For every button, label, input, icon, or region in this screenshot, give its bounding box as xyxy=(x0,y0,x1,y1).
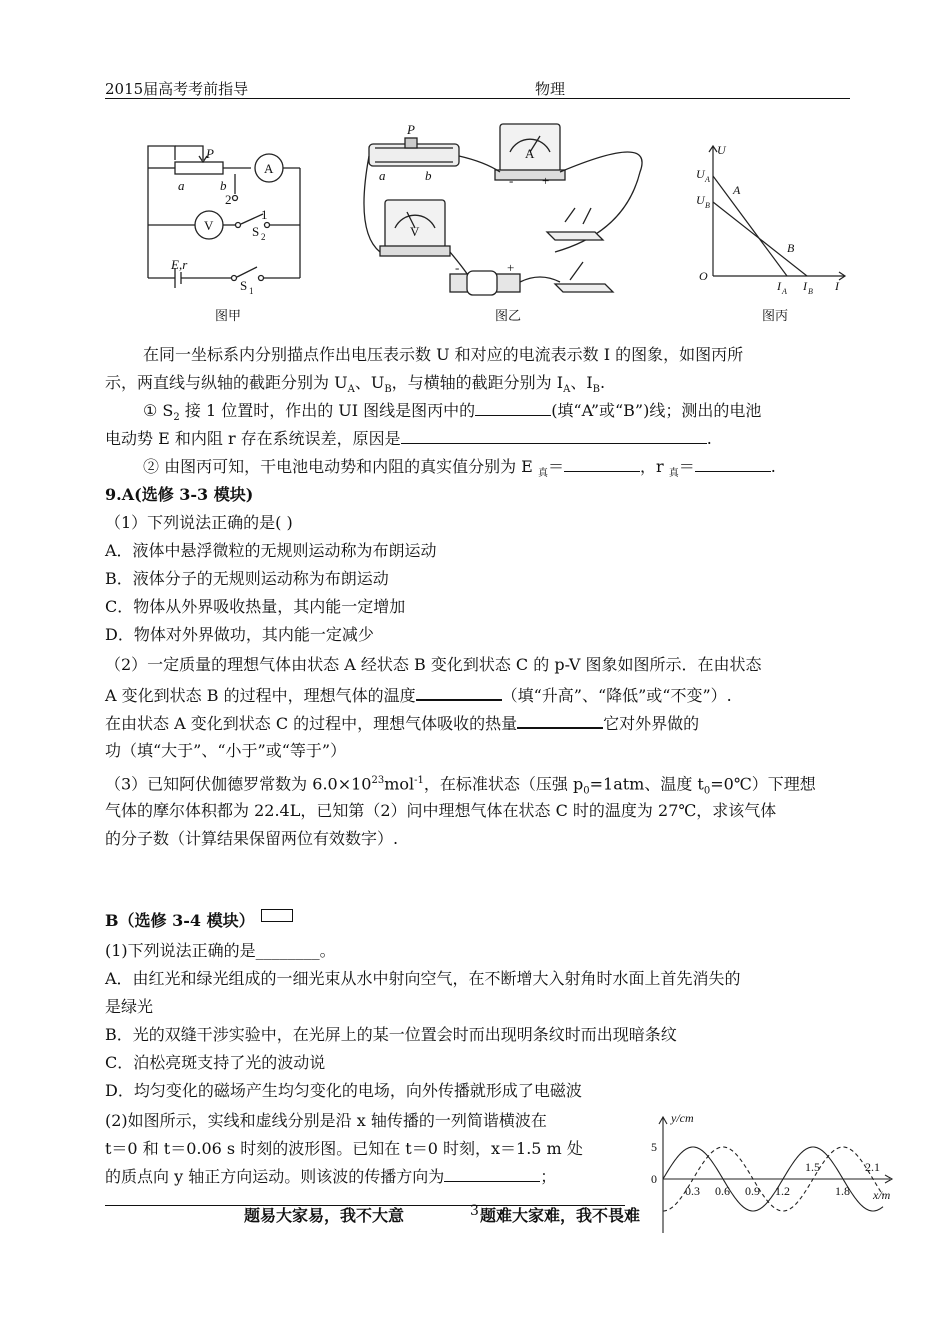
sB-q2-line1: (2)如图所示，实线和虚线分别是沿 x 轴传播的一列简谐横波在 xyxy=(105,1111,547,1130)
bing-axis-I: I xyxy=(835,279,839,293)
x-tick-label: 2.1 xyxy=(865,1160,880,1174)
figure-jia-circuit xyxy=(135,118,315,328)
jia-switch-s1-sub: 1 xyxy=(249,286,254,296)
sB-option-C: C．泊松亮斑支持了光的波动说 xyxy=(105,1053,326,1072)
s9-option-B: B．液体分子的无规则运动称为布朗运动 xyxy=(105,569,389,588)
bing-UA-sub: A xyxy=(705,175,710,184)
yi-label-b: b xyxy=(425,168,432,183)
footer-left: 题易大家易，我不大意 xyxy=(244,1206,405,1225)
x-tick-label: 0.6 xyxy=(715,1184,730,1198)
para-intro-line1: 在同一坐标系内分别描点作出电压表示数 U 和对应的电流表示数 I 的图象，如图丙所 xyxy=(143,345,744,364)
s9-q3-line3: 的分子数（计算结果保留两位有效数字）. xyxy=(105,829,399,848)
sB-q1: (1)下列说法正确的是________。 xyxy=(105,941,336,960)
x-tick-label: 1.8 xyxy=(835,1184,850,1198)
answer-blank-emf[interactable] xyxy=(564,453,640,472)
y-tick-label: 5 xyxy=(651,1140,657,1154)
question-2-line: ② 由图丙可知，干电池电动势和内阻的真实值分别为 E $_真$＝ ，r $_真$＝ . xyxy=(105,453,850,488)
sB-option-A-line2: 是绿光 xyxy=(105,997,154,1016)
bing-axis-U: U xyxy=(717,143,726,157)
jia-voltmeter-label: V xyxy=(204,218,214,233)
y-axis-label: y/cm xyxy=(671,1111,694,1125)
sB-q2-line2: t＝0 和 t＝0.06 s 时刻的波形图。已知在 t＝0 时刻，x＝1.5 m 处 xyxy=(105,1139,583,1158)
yi-label-P: P xyxy=(407,122,415,137)
question-1-line1: ① $S_2$ 接 1 位置时，作出的 UI 图线是图丙中的 (填“A”或“B”)线；测出的电池 xyxy=(105,397,850,432)
s9-q2-line2: A 变化到状态 B 的过程中，理想气体的温度 （填“升高”、“降低”或“不变”）. xyxy=(105,681,850,710)
jia-switch-s2-sub: 2 xyxy=(261,232,266,242)
jia-switch-s1: S xyxy=(240,278,248,293)
sB-option-D: D．均匀变化的磁场产生均匀变化的电场，向外传播就形成了电磁波 xyxy=(105,1081,582,1100)
section-b-title: B（选修 3-4 模块） xyxy=(105,907,850,935)
yi-battery-minus: - xyxy=(455,260,460,275)
x-tick-label: 1.2 xyxy=(775,1184,790,1198)
bing-UB-sub: B xyxy=(705,201,710,210)
checkbox-box[interactable] xyxy=(261,909,293,922)
yi-voltmeter-label: V xyxy=(410,224,420,239)
x-tick-label: 0.9 xyxy=(745,1184,760,1198)
yi-label-a: a xyxy=(379,168,386,183)
bing-UA: U xyxy=(696,167,705,181)
yi-ammeter-plus: + xyxy=(542,173,550,188)
jia-label-b: b xyxy=(220,178,227,193)
question-1-line2: 电动势 E 和内阻 r 存在系统误差，原因是 . xyxy=(105,425,850,453)
answer-blank-direction[interactable] xyxy=(444,1163,540,1182)
s9-q3-line1: （3）已知阿伏伽德罗常数为 $6.0\times 10^{23}mol^{-1}$，在标准状态（压强 $p_0=1atm$、温度 $t_0=0℃$）下理想 xyxy=(105,774,816,797)
x-tick-label: 1.5 xyxy=(805,1160,820,1174)
s9-option-D: D．物体对外界做功，其内能一定减少 xyxy=(105,625,374,644)
yi-ammeter-minus: - xyxy=(509,173,514,188)
bing-origin: O xyxy=(699,269,708,283)
answer-blank-temperature[interactable] xyxy=(416,681,502,701)
bing-IA: I xyxy=(777,279,781,293)
sB-q2-line3: 的质点向 y 轴正方向运动。则该波的传播方向为 ； xyxy=(105,1163,645,1191)
answer-blank-reason[interactable] xyxy=(401,425,707,444)
jia-label-2: 2 xyxy=(225,192,232,207)
s9-option-C: C．物体从外界吸收热量，其内能一定增加 xyxy=(105,597,406,616)
answer-blank-heat[interactable] xyxy=(517,709,603,729)
bing-line-A: A xyxy=(733,183,741,197)
figure-bing-caption: 图丙 xyxy=(762,309,789,324)
jia-ammeter-label: A xyxy=(264,161,274,176)
header-left: 2015届高考考前指导 xyxy=(105,80,249,98)
jia-switch-s2: S xyxy=(252,224,260,239)
figure-yi-apparatus xyxy=(355,112,655,302)
s9-option-A: A．液体中悬浮微粒的无规则运动称为布朗运动 xyxy=(105,541,437,560)
yi-battery-plus: + xyxy=(507,260,515,275)
s9-q3-line2: 气体的摩尔体积都为 22.4L，已知第（2）问中理想气体在状态 C 时的温度为 27℃，求该气体 xyxy=(105,801,777,820)
bing-IB: I xyxy=(803,279,807,293)
figure-yi-caption: 图乙 xyxy=(495,309,522,324)
answer-blank-resistance[interactable] xyxy=(695,453,771,472)
sB-option-A-line1: A．由红光和绿光组成的一细光束从水中射向空气，在不断增大入射角时水面上首先消失的 xyxy=(105,969,741,988)
s9-q2-line1: （2）一定质量的理想气体由状态 A 经状态 B 变化到状态 C 的 p-V 图象如图所示．在由状态 xyxy=(105,655,762,674)
bing-IB-sub: B xyxy=(808,287,813,296)
s9-q1: （1）下列说法正确的是( ) xyxy=(105,513,293,532)
jia-label-a: a xyxy=(178,178,185,193)
header-rule xyxy=(105,98,850,99)
answer-blank-line[interactable] xyxy=(475,397,551,416)
jia-label-Er: E,r xyxy=(171,257,188,272)
yi-ammeter-label: A xyxy=(525,146,535,161)
x-axis-label: x/m xyxy=(873,1188,891,1202)
page-number: 3 xyxy=(470,1203,479,1219)
jia-label-1: 1 xyxy=(261,207,268,222)
s9-q2-line4: 功（填“大于”、“小于”或“等于”） xyxy=(105,741,347,760)
jia-label-P: P xyxy=(206,146,214,161)
x-tick-label: 0.3 xyxy=(685,1184,700,1198)
footer-right: 题难大家难，我不畏难 xyxy=(480,1206,641,1225)
bing-UB: U xyxy=(696,193,705,207)
s9-q2-line3: 在由状态 A 变化到状态 C 的过程中，理想气体吸收的热量 它对外界做的 xyxy=(105,709,850,738)
figure-jia-caption: 图甲 xyxy=(215,309,242,324)
bing-line-B: B xyxy=(787,241,795,255)
y-tick-label: 0 xyxy=(651,1172,657,1186)
header-center: 物理 xyxy=(535,80,566,98)
para-intro-line2: 示，两直线与纵轴的截距分别为 $U_A$、$U_B$，与横轴的截距分别为 $I_A$、$I_B$. xyxy=(105,373,606,396)
figure-bing-ui-graph xyxy=(695,140,855,300)
section-9a-title: 9.A(选修 3-3 模块) xyxy=(105,485,254,504)
sB-option-B: B．光的双缝干涉实验中，在光屏上的某一位置会时而出现明条纹时而出现暗条纹 xyxy=(105,1025,677,1044)
bing-IA-sub: A xyxy=(782,287,787,296)
wave-chart xyxy=(645,1105,910,1235)
